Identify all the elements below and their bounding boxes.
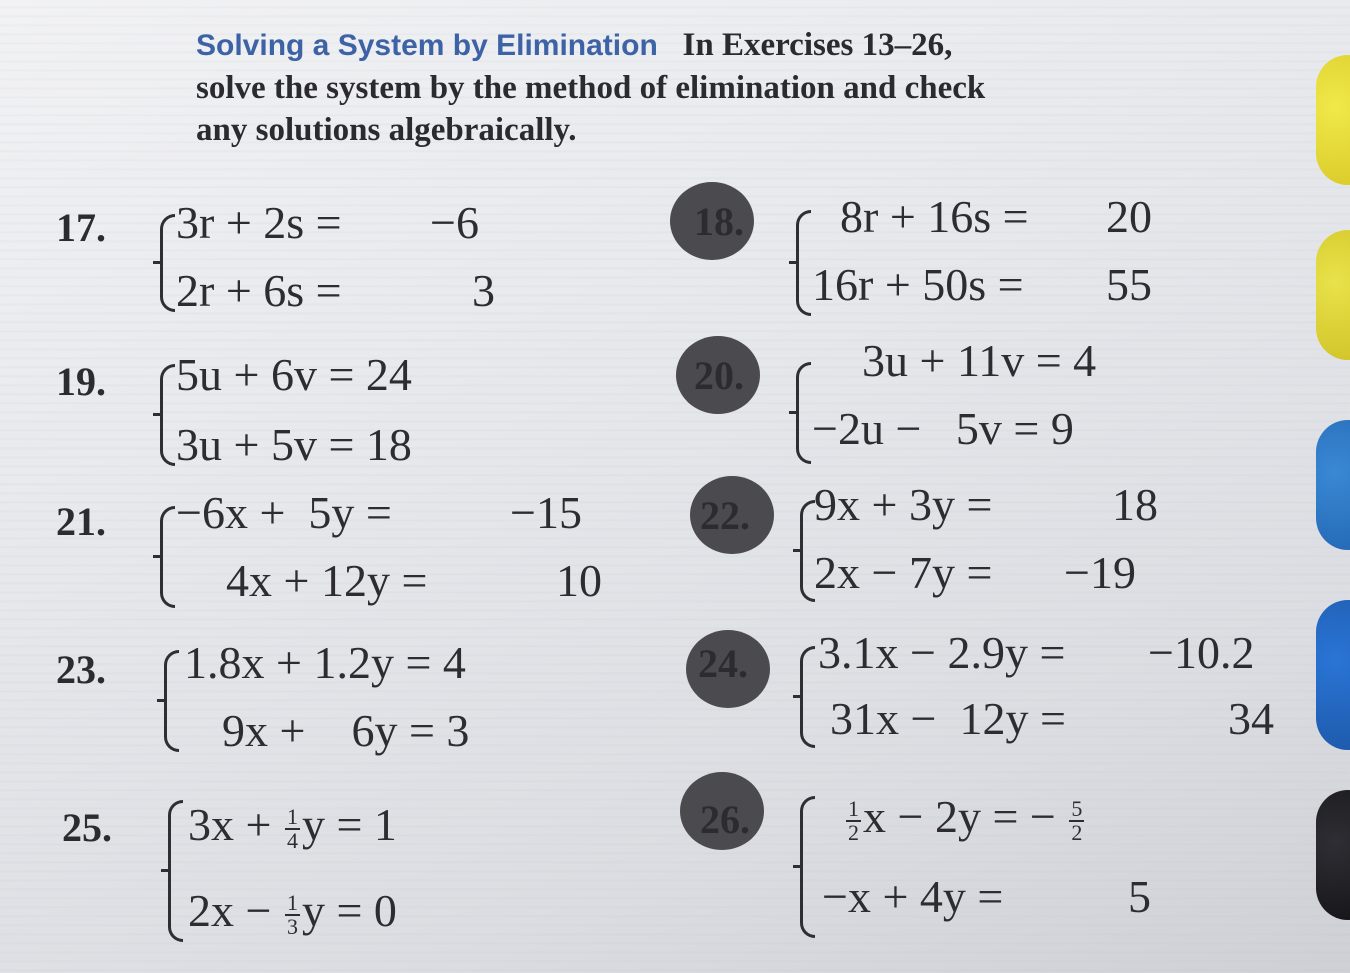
system-brace [160, 214, 175, 312]
equation-1: 3x + $\frac{1}{4}$ y = 1 [188, 799, 397, 854]
exercise-number: 25. [62, 805, 112, 850]
equation-1-left: −6x + 5y = [176, 487, 392, 538]
equation-1-left: 8r + 16s = [840, 191, 1029, 242]
equation-2-left: 31x − 12y = [830, 693, 1066, 744]
system-brace [800, 646, 815, 748]
equation-2-right: 10 [556, 555, 602, 606]
equation-2: 2x − $\frac{1}{3}$ y = 0 [188, 885, 397, 940]
equation-2-left: 4x + 12y = [226, 555, 428, 606]
equation-1-right: −6 [430, 197, 479, 248]
exercise-number: 17. [56, 205, 106, 250]
instructions-line-3: any solutions algebraically. [196, 112, 577, 148]
index-tab-yellow [1316, 55, 1350, 185]
system-brace [800, 500, 815, 602]
exercise-number: 23. [56, 647, 106, 692]
system-brace [796, 362, 811, 464]
system-brace [796, 210, 811, 316]
equation-2: 9x + 6y = 3 [222, 705, 470, 756]
equation-1-right: 18 [1112, 479, 1158, 530]
index-tab-yellow [1316, 230, 1350, 360]
equation-2-left: 2x − 7y = [814, 547, 993, 598]
section-topic: Solving a System by Elimination [196, 29, 658, 62]
fraction: $\frac{5}{2}$ [1071, 796, 1083, 846]
equation-2-right: 5 [1128, 871, 1151, 922]
instructions-line-2: solve the system by the method of elimination and check [196, 70, 986, 106]
equation-2: 3u + 5v = 18 [176, 419, 412, 470]
equation-2-right: −19 [1064, 547, 1136, 598]
equation-2-right: 34 [1228, 693, 1274, 744]
system-brace [160, 364, 175, 466]
equation-2-right: 3 [472, 265, 495, 316]
equation-1-right: −15 [510, 487, 582, 538]
equation-2-left: 2r + 6s = [176, 265, 342, 316]
index-tab-blue [1316, 420, 1350, 550]
equation-2-right: 55 [1106, 259, 1152, 310]
equation-1: 1.8x + 1.2y = 4 [184, 637, 466, 688]
equation-1-right: 20 [1106, 191, 1152, 242]
index-tab-black [1316, 790, 1350, 920]
fraction: $\frac{1}{2}$ [848, 796, 859, 846]
exercise-number: 22. [700, 493, 750, 538]
equation-1: $\frac{1}{2}$ x − 2y = − $\frac{5}{2}$ [848, 791, 1083, 846]
equation-2: −2u − 5v = 9 [812, 403, 1074, 454]
exercise-number: 18. [694, 199, 744, 244]
exercise-number: 19. [56, 359, 106, 404]
system-brace [160, 506, 175, 608]
system-brace [800, 796, 815, 938]
index-tab-blue [1316, 600, 1350, 750]
equation-1-left: 9x + 3y = [814, 479, 993, 530]
fraction: $\frac{1}{3}$ [286, 890, 298, 940]
exercise-number: 26. [700, 797, 750, 842]
equation-1-left: 3r + 2s = [176, 197, 342, 248]
section-header [196, 24, 1076, 151]
equation-1-right: −10.2 [1148, 627, 1255, 678]
exercise-number: 21. [56, 499, 106, 544]
fraction: $\frac{1}{4}$ [286, 804, 298, 854]
instructions-line-1: In Exercises 13–26, [682, 27, 953, 63]
equation-2-left: 16r + 50s = [812, 259, 1024, 310]
exercise-number: 24. [698, 641, 748, 686]
equation-1-left: 3.1x − 2.9y = [818, 627, 1066, 678]
equation-2-left: −x + 4y = [822, 871, 1004, 922]
system-brace [164, 650, 179, 752]
equation-1: 3u + 11v = 4 [862, 335, 1097, 386]
system-brace [168, 800, 183, 942]
equation-1: 5u + 6v = 24 [176, 349, 412, 400]
exercise-number: 20. [694, 353, 744, 398]
